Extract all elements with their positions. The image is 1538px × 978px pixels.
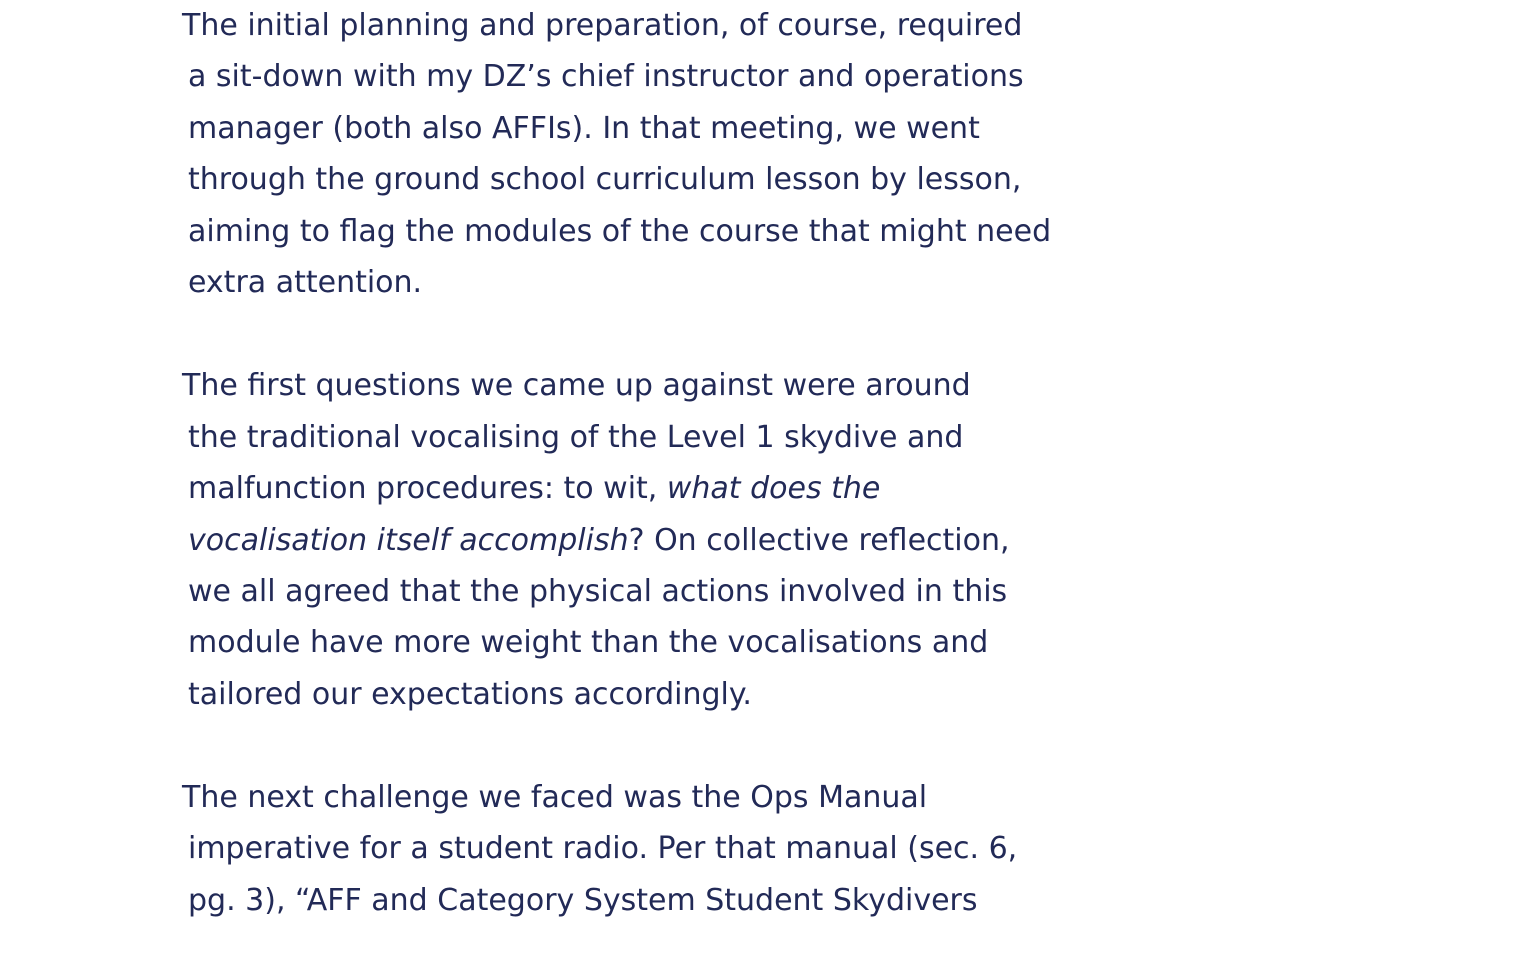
- text-line: [182, 360, 1382, 411]
- paragraph-radio: [182, 772, 1382, 926]
- text-run: aiming to flag the modules of the course that might need: [188, 213, 1052, 249]
- text-run: the traditional vocalising of the Level 1 skydive and: [188, 419, 964, 455]
- text-line: [182, 412, 1382, 463]
- text-run: The next challenge we faced was the Ops Manual: [182, 780, 928, 816]
- text-run: malfunction procedures: to wit,: [188, 471, 667, 507]
- text-run: a sit-down with my DZ’s chief instructor and operations: [188, 59, 1024, 95]
- text-run: we all agreed that the physical actions involved in this: [188, 573, 1008, 609]
- text-line: [182, 257, 1382, 308]
- text-line: [182, 515, 1382, 566]
- text-run: tailored our expectations accordingly.: [188, 676, 752, 712]
- text-run: module have more weight than the vocalisations and: [188, 625, 989, 661]
- text-run: ? On collective reflection,: [628, 522, 1010, 558]
- article-body: [182, 0, 1382, 978]
- text-run: through the ground school curriculum lesson by lesson,: [188, 162, 1022, 198]
- text-run: imperative for a student radio. Per that manual (sec. 6,: [188, 831, 1018, 867]
- text-line: [182, 772, 1382, 823]
- text-line: [182, 51, 1382, 102]
- paragraph-planning: [182, 0, 1382, 308]
- text-line: [182, 463, 1382, 514]
- text-run: pg. 3), “AFF and Category System Student Skydivers: [188, 882, 978, 918]
- text-line: [182, 154, 1382, 205]
- text-run: extra attention.: [188, 264, 423, 300]
- text-line: [182, 566, 1382, 617]
- text-line: [182, 669, 1382, 720]
- text-line: [182, 875, 1382, 926]
- text-line: [182, 823, 1382, 874]
- text-line: [182, 103, 1382, 154]
- text-run: The initial planning and preparation, of course, required: [182, 8, 1023, 43]
- text-run: The first questions we came up against were around: [182, 368, 971, 404]
- text-line: [182, 617, 1382, 668]
- paragraph-vocalising: [182, 360, 1382, 720]
- text-line: [182, 206, 1382, 257]
- italic-question: vocalisation itself accomplish: [188, 522, 629, 558]
- text-line: [182, 0, 1382, 51]
- italic-question: what does the: [666, 471, 881, 507]
- text-run: manager (both also AFFIs). In that meeting, we went: [188, 110, 980, 146]
